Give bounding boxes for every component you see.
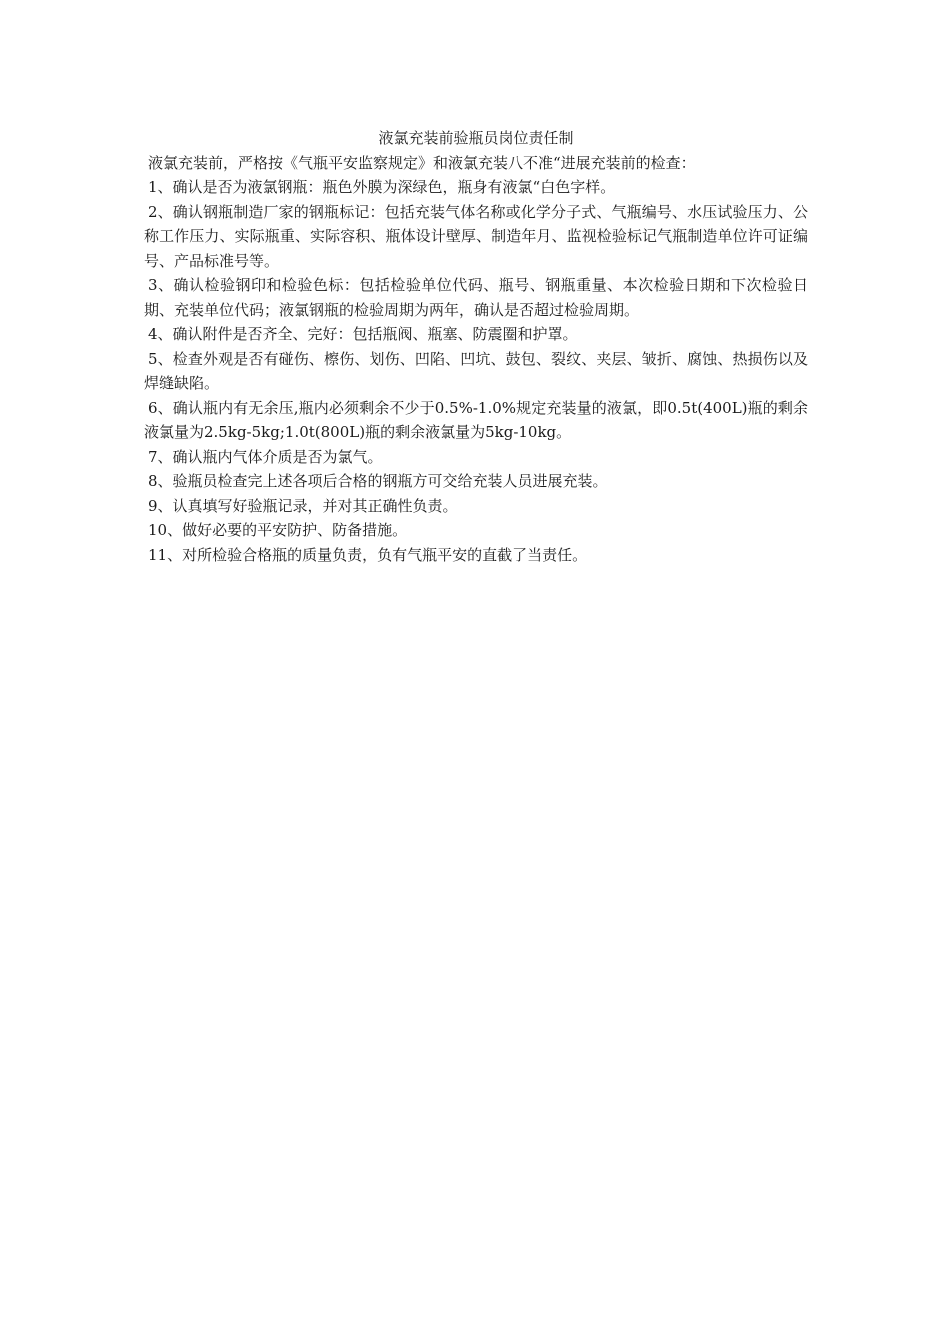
intro-paragraph: 液氯充装前，严格按《气瓶平安监察规定》和液氯充装八不准“进展充装前的检查：	[148, 153, 696, 172]
list-item: 7、确认瓶内气体介质是否为氯气。	[148, 447, 383, 466]
list-item: 10、做好必要的平安防护、防备措施。	[148, 521, 408, 539]
document-body	[144, 126, 808, 567]
list-item: 1、确认是否为液氯钢瓶：瓶色外膜为深绿色，瓶身有液氯“白色字样。	[148, 178, 616, 196]
list-item: 3、确认检验钢印和检验色标：包括检验单位代码、瓶号、钢瓶重量、本次检验日期和下次检验日期、充装单位代码；液氯钢瓶的检验周期为两年，确认是否超过检验周期。	[144, 276, 808, 319]
list-item: 5、检查外观是否有碰伤、檫伤、划伤、凹陷、凹坑、鼓包、裂纹、夹层、皱折、腐蚀、热损伤以及焊缝缺陷。	[144, 349, 808, 392]
list-item: 8、验瓶员检查完上述各项后合格的钢瓶方可交给充装人员进展充装。	[148, 472, 608, 490]
list-item: 11、对所检验合格瓶的质量负责，负有气瓶平安的直截了当责任。	[148, 545, 588, 564]
list-item: 6、确认瓶内有无余压,瓶内必须剩余不少于0.5%-1.0%规定充装量的液氯，即0.5t(400L)瓶的剩余液氯量为2.5kg-5kg;1.0t(800L)瓶的剩余液氯量为5kg-10kg。	[144, 398, 808, 441]
document-title: 液氯充装前验瓶员岗位责任制	[378, 129, 574, 147]
list-item: 9、认真填写好验瓶记录，并对其正确性负责。	[148, 496, 458, 515]
list-item: 4、确认附件是否齐全、完好：包括瓶阀、瓶塞、防震圈和护罩。	[148, 325, 578, 343]
list-item: 2、确认钢瓶制造厂家的钢瓶标记：包括充装气体名称或化学分子式、气瓶编号、水压试验压力、公称工作压力、实际瓶重、实际容积、瓶体设计壁厚、制造年月、监视检验标记气瓶制造单位许可证编号、产品标准号等。	[144, 202, 808, 270]
